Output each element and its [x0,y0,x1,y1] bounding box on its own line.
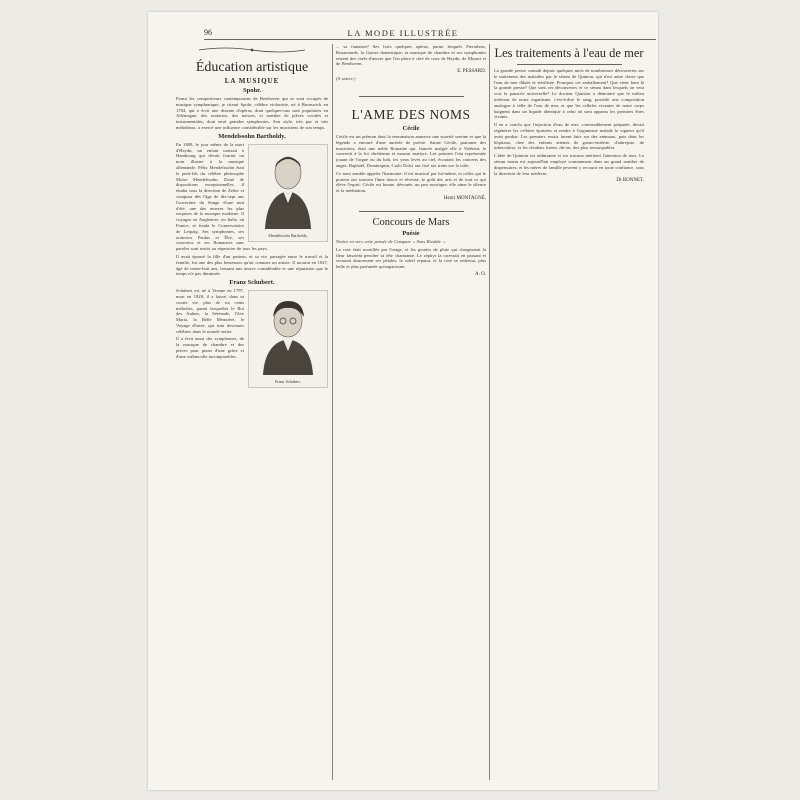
contest-signature: A. O. [475,271,486,277]
section-subtitle: LA MUSIQUE [224,77,280,85]
schubert-text-continued: Il a écrit aussi des symphonies, de la musique de chambre et des pièces pour piano d'une grâce et d'une mélancolie incomparables. [176,336,244,359]
sea-water-rule [517,64,622,65]
section-title: Éducation artistique [195,60,309,75]
mendelssohn-heading: Mendelssohn Bartholdy. [218,132,286,140]
article-separator [359,96,464,97]
spohr-heading: Spohr. [242,87,261,94]
contest-title: Concours de Mars [372,216,450,228]
spohr-text: Parmi les compositeurs contemporains de Beethoven qui se sont occupés de musique symphonique, je citerai Spohr, célèbre violoniste, né à Brunswick en 1784, qui a écrit une dizaine d'opéras, dont quelques-uns sont populaires en Allemagne; des oratorios, des messes, et nombre de pièces vocales et instrumentales, dont neuf grandes symphonies. Son style, très pur et très mélodieux, a exercé une influence considérable sur les musiciens de son temps. [176,96,328,130]
header-rule [204,39,656,40]
mendelssohn-caption: Mendelssohn Bartholdy. [268,232,308,238]
mendelssohn-text [176,142,328,252]
sea-water-text: La grande presse connaît depuis quelques mois de nombreuses découvertes sur le traitement des maladies par le sérum de Quinton, qui n'est autre chose que l'eau de mer diluée et stérilisée. Pourquoi cet emballement? Que vient faire là la grande presse? Que sont ces découvertes et ce sérum dans lesquels on veut voir la panacée universelle? Le docteur Quinton a démontré que le milieu intérieur de notre organisme, c'est-à-dire le sang, possède une composition analogue à celle de l'eau de mer, et que les cellules vivantes de notre corps baignent dans un liquide identique à celui où sont apparus les premiers êtres vivants. [494,68,644,120]
intro-text: ... sa fantaisie? Ses forts quelques opéras, parmi lesquels Fierrabras, Rosamonde, la Guerre domestique; sa musique de chambre et ses symphonies restent des chefs-d'œuvre que l'on place à côté de ceux de Haydn, de Mozart et de Beethoven. [336,44,486,67]
sea-water-title: Les traitements à l'eau de mer [494,46,644,60]
bonnet-signature: Dr BONNET. [616,178,644,184]
sea-water-text-c: L'idée de Quinton est séduisante et ses travaux méritent l'attention de tous. Le sérum marin est aujourd'hui employé couramment dans un grand nombre de dispensaires, et les mères de famille peuvent y recourir en toute confiance, sous la direction de leur médecin. [494,153,644,176]
pessard-signature: E. PESSARD. [457,69,486,75]
sea-water-text-b: Il en a conclu que l'injection d'eau de mer, convenablement préparée, devait régénérer les cellules épuisées et rendre à l'organisme malade la vigueur qu'il avait perdue. Les premiers essais furent faits sur des animaux, puis dans les hôpitaux, chez des enfants atteints de gastro-entérite, d'athrepsie, de tuberculose, et les résultats furent, dit-on, des plus remarquables. [494,122,644,151]
contest-separator [359,211,464,212]
contest-text: La rose était mouillée par l'orage, et les gouttes de pluie qui chargeaient la fleur faisaient pencher sa tête charmante. Le zéphyr la caressait en passant et secouait doucement ses pétales; le soleil reparut, et la rose se redressa, plus belle et plus parfumée qu'auparavant. [336,246,486,270]
column-articles [336,44,486,784]
mendelssohn-text-continued: Il avait épousé la fille d'un pasteur, et sa vie, partagée entre le travail et la famille, fut une des plus heureuses qu'ait connues un artiste. Il mourut en 1847, âgé de trente-huit ans, laissant une œuvre considérable et une réputation que le temps n'a pas diminuée. [176,253,328,277]
column-sea-water [494,44,644,784]
article-text: Cécile est un prénom dont la terminaison annonce une suavité sereine et que la légende a entouré d'une auréole de poésie. Sainte Cécile, patronne des musiciens, était une noble Romaine qui, fiancée malgré elle à Valérien, le convertit à la foi chrétienne et mourut martyre. Les peintres l'ont représentée jouant de l'orgue ou du luth, les yeux levés au ciel, écoutant les concerts des anges. Raphaël, Dominiquin, Carlo Dolci ont fixé ses traits sur la toile. [336,133,486,168]
mendelssohn-portrait [248,144,328,242]
schubert-caption: Franz Schubert. [275,379,301,385]
schubert-heading: Franz Schubert. [229,279,275,287]
schubert-portrait [248,290,328,388]
article-text-continued: Ce nom semble appeler l'harmonie: il est musical par lui-même, et celles qui le portent ont souvent l'âme douce et rêveuse, le goût des arts et de tout ce qui élève l'esprit. Cécile est bonne, dévouée, un peu mystique; elle aime le silence et la méditation. [336,170,486,194]
column-divider-1 [332,44,333,780]
column-divider-2 [489,44,490,780]
montagne-signature: Henri MONTAGNÉ. [443,195,486,201]
contest-subtitle: Poésie [402,229,420,237]
article-title: L'AME DES NOMS [351,106,471,122]
schubert-paragraph: Schubert est né à Vienne en 1797, mort en 1828; il a laissé, dans sa courte vie, plus de six cents mélodies, parmi lesquelles le Roi des Aulnes, la Sérénade, l'Ave Maria, la Belle Meunière, le Voyage d'hiver, qui sont devenues célèbres dans le monde entier. [176,288,244,334]
mendelssohn-paragraph: En 1809, le jour même de la mort d'Haydn, un enfant naissait à Hambourg qui devait fournir un nom illustre à la musique allemande. Félix Mendelssohn était le petit-fils du célèbre philosophe Moïse Mendelssohn. Doué de dispositions exceptionnelles, il étudia sous la direction de Zelter et composa dès l'âge de dix-sept ans l'ouverture du Songe d'une nuit d'été, une des œuvres les plus exquises de la musique moderne. Il voyagea en Angleterre, en Italie, en France, et fonda le Conservatoire de Leipzig. Ses symphonies, ses oratorios Paulus et Élie, ses concertos et ses Romances sans paroles sont restés au répertoire de tous les pays. [176,141,268,252]
page-header [148,12,658,38]
page-number: 96 [204,28,212,37]
article-subtitle: Cécile [402,124,420,132]
contest-intro: Notice en vers cette pensée de Campan: « Sous Rivalde. » [336,238,446,244]
schubert-engraving [253,295,323,377]
column-education [176,44,328,784]
top-ornament [176,46,328,54]
to-be-continued: (A suivre.) [336,76,356,82]
publication-title: LA MODE ILLUSTRÉE [347,28,459,38]
mendelssohn-engraving [253,149,323,231]
